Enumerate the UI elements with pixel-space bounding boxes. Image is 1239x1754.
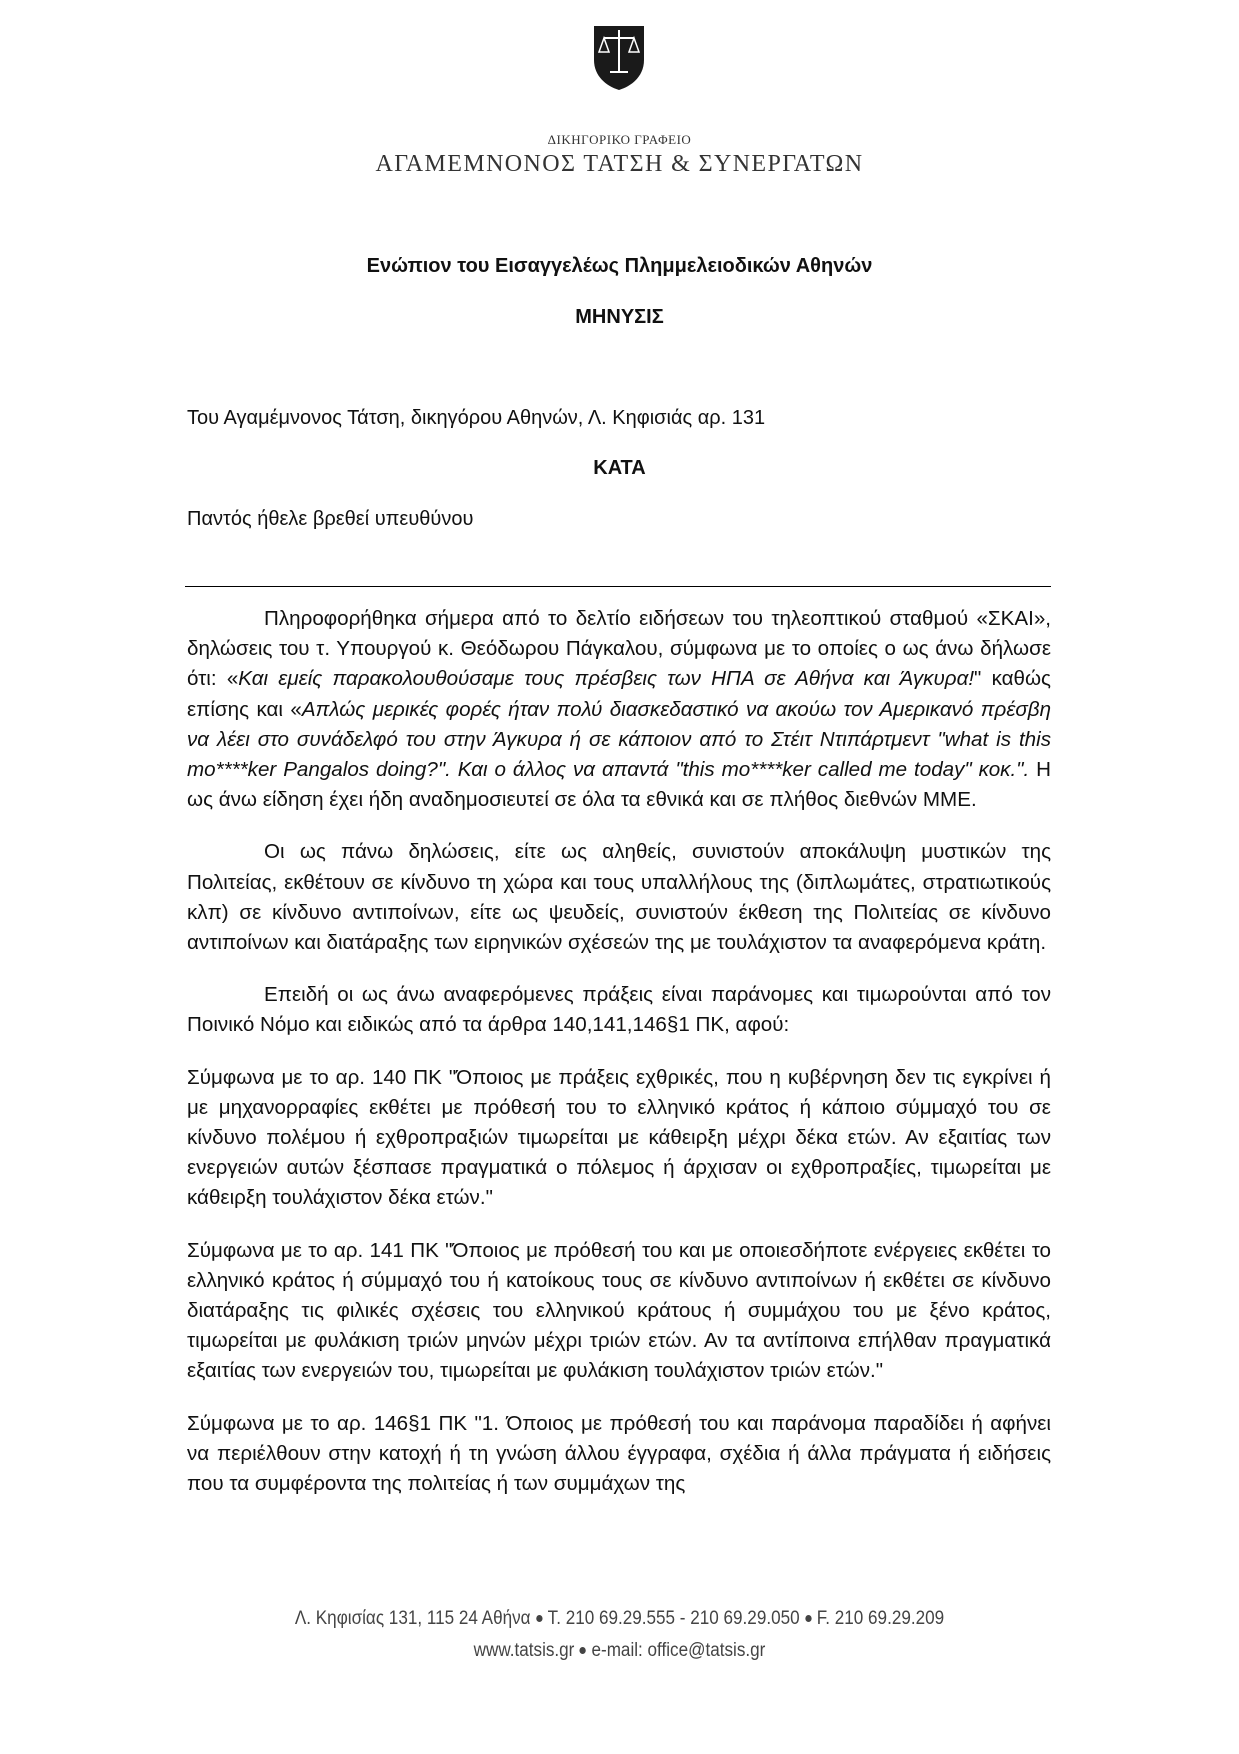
footer-contact-line: [62, 1608, 1177, 1630]
footer-phone: T. 210 69.29.555 - 210 69.29.050: [547, 1608, 800, 1629]
paragraph-article-146: Σύμφωνα με το αρ. 146§1 ΠΚ "1. Όποιος με πρόθεσή του και παράνομα παραδίδει ή αφήνει να περιέλθουν στην κατοχή ή τη γνώση άλλου έγγραφα, σχέδια ή άλλα πράγματα ή ειδήσεις που τα συμφέροντα της πολιτείας ή των συμμάχων της: [187, 1411, 1051, 1496]
paragraph-2: Οι ως πάνω δηλώσεις, είτε ως αληθείς, συνιστούν αποκάλυψη μυστικών της Πολιτείας, εκθέτουν σε κίνδυνο τη χώρα και τους υπαλλήλους της (διπλωμάτες, στρατιωτικούς κλπ) σε κίνδυνο αντιποίνων, είτε ως ψευδείς, συνιστούν έκθεση της Πολιτείας σε κίνδυνο αντιποίνων και διατάραξης των ειρηνικών σχέσεών της με τουλάχιστον τα αναφερόμενα κράτη.: [187, 840, 1051, 955]
court-heading: Ενώπιον του Εισαγγελέως Πλημμελειοδικών Αθηνών: [366, 255, 873, 277]
firm-type: ΔΙΚΗΓΟΡΙΚΟ ΓΡΑΦΕΙΟ: [547, 132, 692, 147]
firm-name: ΑΓΑΜΕΜΝΟΝΟΣ ΤΑΤΣΗ & ΣΥΝΕΡΓΑΤΩΝ: [375, 151, 864, 177]
bullet-icon: [805, 1615, 811, 1622]
paragraph-article-140: Σύμφωνα με το αρ. 140 ΠΚ "Όποιος με πράξεις εχθρικές, που η κυβέρνηση δεν τις εγκρίνει ή με μηχανορραφίες εκθέτει με πρόθεσή του το ελληνικό κράτος ή κάποιο σύμμαχό του σε κίνδυνο πολέμου ή εχθροπραξιών τιμωρείται με κάθειρξη μέχρι δέκα ετών. Αν εξαιτίας των ενεργειών αυτών ξέσπασε πραγματικά ο πόλεμος ή άρχισαν οι εχθροπραξίες, τιμωρείται με κάθειρξη τουλάχιστον δέκα ετών.": [187, 1065, 1051, 1210]
quote-1: Και εμείς παρακολουθούσαμε τους πρέσβεις των ΗΠΑ σε Αθήνα και Άγκυρα!: [238, 667, 975, 691]
paragraph-article-141: Σύμφωνα με το αρ. 141 ΠΚ "Όποιος με πρόθεσή του και με οποιεσδήποτε ενέργειες εκθέτει το ελληνικό κράτος ή σύμμαχό του ή κατοίκους τους σε κίνδυνο αντιποίνων ή εκθέτει σε κίνδυνο διατάραξης τις φιλικές σχέσεις του ελληνικού κράτους ή συμμάχου του με ξένο κράτος, τιμωρείται με φυλάκιση τριών μηνών μέχρι τριών ετών. Αν τα αντίποινα επήλθαν πραγματικά εξαιτίας των ενεργειών του, τιμωρείται με φυλάκιση τουλάχιστον τριών ετών.": [187, 1238, 1051, 1383]
paragraph-3: Επειδή οι ως άνω αναφερόμενες πράξεις είναι παράνομες και τιμωρούνται από τον Ποινικό Νόμο και ειδικώς από τα άρθρα 140,141,146§1 ΠΚ, αφού:: [187, 983, 1051, 1037]
paragraph-1-text-a: Πληροφορήθηκα σήμερα από το δελτίο ειδήσεων του τηλεοπτικού σταθμού «ΣΚΑΙ», δηλώσεις του τ. Υπουργού κ. Θεόδωρου Πάγκαλου, σύμφωνα με το οποίες ο ως άνω δήλωσε ότι: «: [187, 607, 1051, 691]
separator-line: [185, 586, 1051, 587]
bullet-icon: [580, 1647, 586, 1654]
footer-website: www.tatsis.gr: [473, 1640, 575, 1661]
footer-web-line: [62, 1640, 1177, 1662]
footer-fax: F. 210 69.29.209: [816, 1608, 945, 1629]
paragraph-1-text-b: " καθώς επίσης και «: [187, 667, 1051, 721]
bullet-icon: [536, 1615, 542, 1622]
complainant-line: Του Αγαμέμνονος Τάτση, δικηγόρου Αθηνών, Λ. Κηφισιάς αρ. 131: [187, 407, 766, 429]
against-heading: ΚΑΤΑ: [593, 457, 646, 479]
document-body: [187, 604, 1051, 1521]
document-title: ΜΗΝΥΣΙΣ: [575, 306, 664, 328]
paragraph-1: [187, 604, 1051, 815]
respondent-line: Παντός ήθελε βρεθεί υπευθύνου: [187, 508, 474, 530]
footer-address: Λ. Κηφισίας 131, 115 24 Αθήνα: [294, 1608, 531, 1629]
paragraph-1-text-c: Η ως άνω είδηση έχει ήδη αναδημοσιευτεί σε όλα τα εθνικά και σε πλήθος διεθνών ΜΜΕ.: [187, 758, 1051, 812]
scales-of-justice-shield-icon: [592, 24, 646, 92]
quote-2: Απλώς μερικές φορές ήταν πολύ διασκεδαστικό να ακούω τον Αμερικανό πρέσβη να λέει στο συνάδελφό του στην Άγκυρα ή σε κάποιον από το Στέιτ Ντιπάρτμεντ "what is this mo****ker Pangalos doing?". Και ο άλλος να απαντά "this mo****ker called me today" κοκ.".: [187, 697, 1051, 782]
footer-email: e-mail: office@tatsis.gr: [591, 1640, 766, 1661]
